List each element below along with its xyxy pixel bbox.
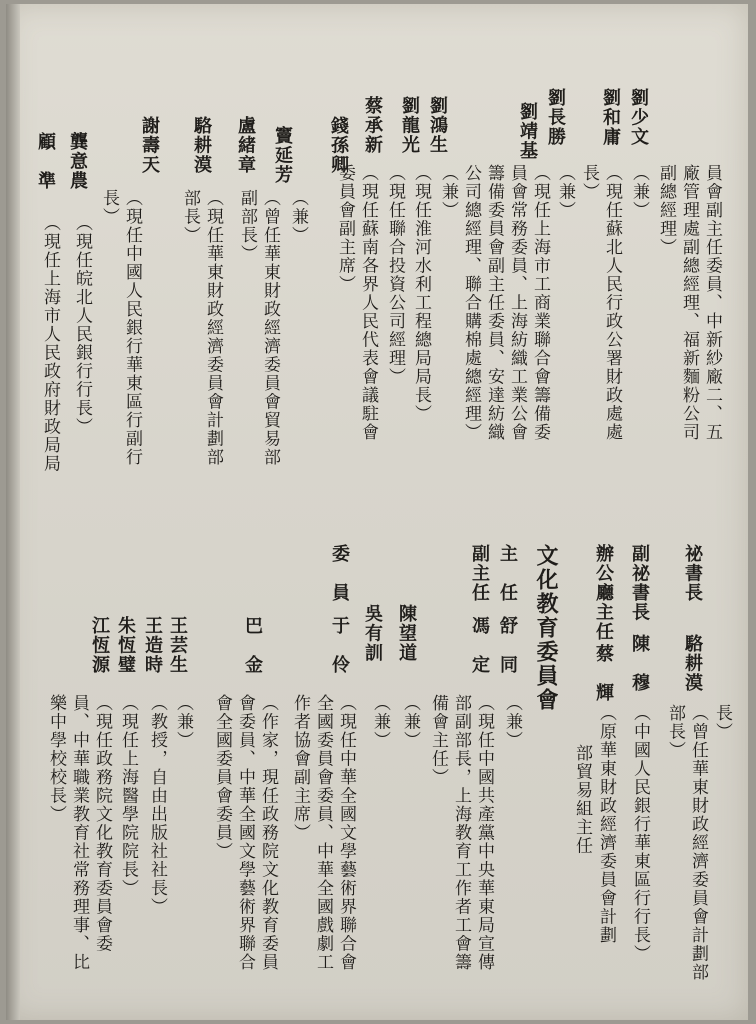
member-name: 劉長勝 [545,88,566,147]
secretary-general-desc: 長） [712,704,732,741]
member-name: 劉龍光 [399,96,420,155]
member-name: 劉靖基 [517,102,538,161]
member-desc: （現任華東財政經濟委員會計劃部 [203,189,223,467]
member-name: 劉少文 [628,88,649,147]
member-name: 顧 準 [35,132,56,191]
member-name: 劉和庸 [600,88,621,147]
secretary-general-title: 祕書長 [682,544,703,603]
member-desc: （曾任華東財政經濟委員會貿易部 [260,189,280,467]
deputy-secretary-general-name: 陳 穆 [629,634,650,693]
deputy-director-name: 馮 定 [469,616,490,675]
member-name: 盧緒章 [235,116,256,175]
continuation-line-2: 廠管理處副總經理、福新麵粉公司 [679,164,699,442]
member-name: 巴 金 [242,616,263,675]
member-desc: （現任蘇北人民行政公署財政處處 [602,164,622,442]
member-name: 駱耕漠 [191,116,212,175]
member-name: 龔意農 [67,132,88,191]
deputy-director-title: 副主任 [469,544,490,603]
member-desc: 會全國委員會委員） [212,694,232,861]
office-director-title: 辦公廳主任 [593,544,614,642]
deputy-director-desc: （現任中國共產黨中央華東局宣傳 [474,694,494,972]
deputy-director-desc: 備會主任） [428,694,448,787]
page-binding-edge [6,4,20,1020]
member-desc: （兼） [173,694,193,750]
secretary-general-desc: （曾任華東財政經濟委員會計劃部 [688,704,708,982]
member-desc: 部長） [180,189,200,245]
scanned-page [6,4,748,1020]
member-desc: 長） [579,164,599,201]
member-desc: （現任政務院文化教育委員會委 [92,694,112,953]
secretary-general-desc: 部長） [665,704,685,760]
continuation-line-3: 副總經理） [656,164,676,257]
director-title: 主 任 [497,544,518,603]
member-name: 于 伶 [329,616,350,675]
director-name: 舒 同 [497,616,518,675]
member-desc: （現任蘇南各界人民代表會議駐會 [358,164,378,442]
members-title: 委 員 [329,544,350,603]
member-name: 朱恆璧 [115,616,136,675]
deputy-director-desc: 部副部長，上海教育工作者工會籌 [451,694,471,972]
member-desc: 員會常務委員、上海紡織工業公會 [507,164,527,442]
member-desc: 會委員、中華全國文學藝術界聯合 [235,694,255,972]
member-desc: （教授，自由出版社社長） [147,694,167,916]
member-desc: （兼） [629,164,649,220]
director-desc: （兼） [502,694,522,750]
member-desc: 副部長） [237,189,257,263]
member-name: 竇延芳 [272,126,293,185]
deputy-other-name: 陳望道 [396,604,417,663]
member-desc: （現任淮河水利工程總局局長） [411,164,431,423]
member-name: 蔡承新 [362,96,383,155]
member-desc: 員、中華職業教育社常務理事、比 [69,694,89,972]
member-desc: （現任中國人民銀行華東區行副行 [122,189,142,467]
deputy-other-desc: （兼） [370,694,390,750]
member-name: 江恆源 [89,616,110,675]
member-desc: （兼） [555,164,575,220]
member-name: 謝壽天 [139,116,160,175]
member-desc: （現任聯合投資公司經理） [385,164,405,386]
member-name: 劉鴻生 [427,96,448,155]
member-desc: （兼） [288,189,308,245]
office-director-name: 蔡 輝 [593,644,614,703]
secretary-general-name: 駱耕漠 [682,634,703,693]
deputy-other-desc: （兼） [400,694,420,750]
member-name: 錢孫卿 [328,116,349,175]
office-director-desc: （原華東財政經濟委員會計劃 [596,704,616,945]
member-desc: 委員會副主席） [335,164,355,294]
member-desc: （現任中華全國文學藝術界聯合會 [336,694,356,972]
member-desc: （現任皖北人民銀行行長） [72,214,92,436]
member-desc: 作者協會副主席） [290,694,310,842]
member-desc: （兼） [438,164,458,220]
member-desc: 樂中學校校長） [46,694,66,824]
office-director-desc: 部貿易組主任 [572,744,592,855]
member-desc: （現任上海醫學院院長） [118,694,138,898]
member-desc: 籌備委員會副主任委員、安達紡織 [484,164,504,442]
member-desc: 長） [99,189,119,226]
committee-heading: 文化教育委員會 [533,544,559,712]
member-desc: （現任上海市人民政府財政局局 [40,214,60,473]
member-name: 王造時 [142,616,163,675]
member-desc: 全國委員會委員、中華全國戲劇工 [313,694,333,972]
member-desc: （作家，現任政務院文化教育委員 [258,694,278,972]
continuation-line-1: 員會副主任委員、中新紗廠二、五 [702,164,722,442]
member-desc: （現任上海市工商業聯合會籌備委 [530,164,550,442]
member-name: 王芸生 [167,616,188,675]
deputy-secretary-general-title: 副祕書長 [629,544,650,622]
member-desc: 公司總經理、聯合購棉處總經理） [461,164,481,442]
deputy-secretary-general-desc: （中國人民銀行華東區行行長） [630,704,650,963]
deputy-other-name: 吳有訓 [362,604,383,663]
